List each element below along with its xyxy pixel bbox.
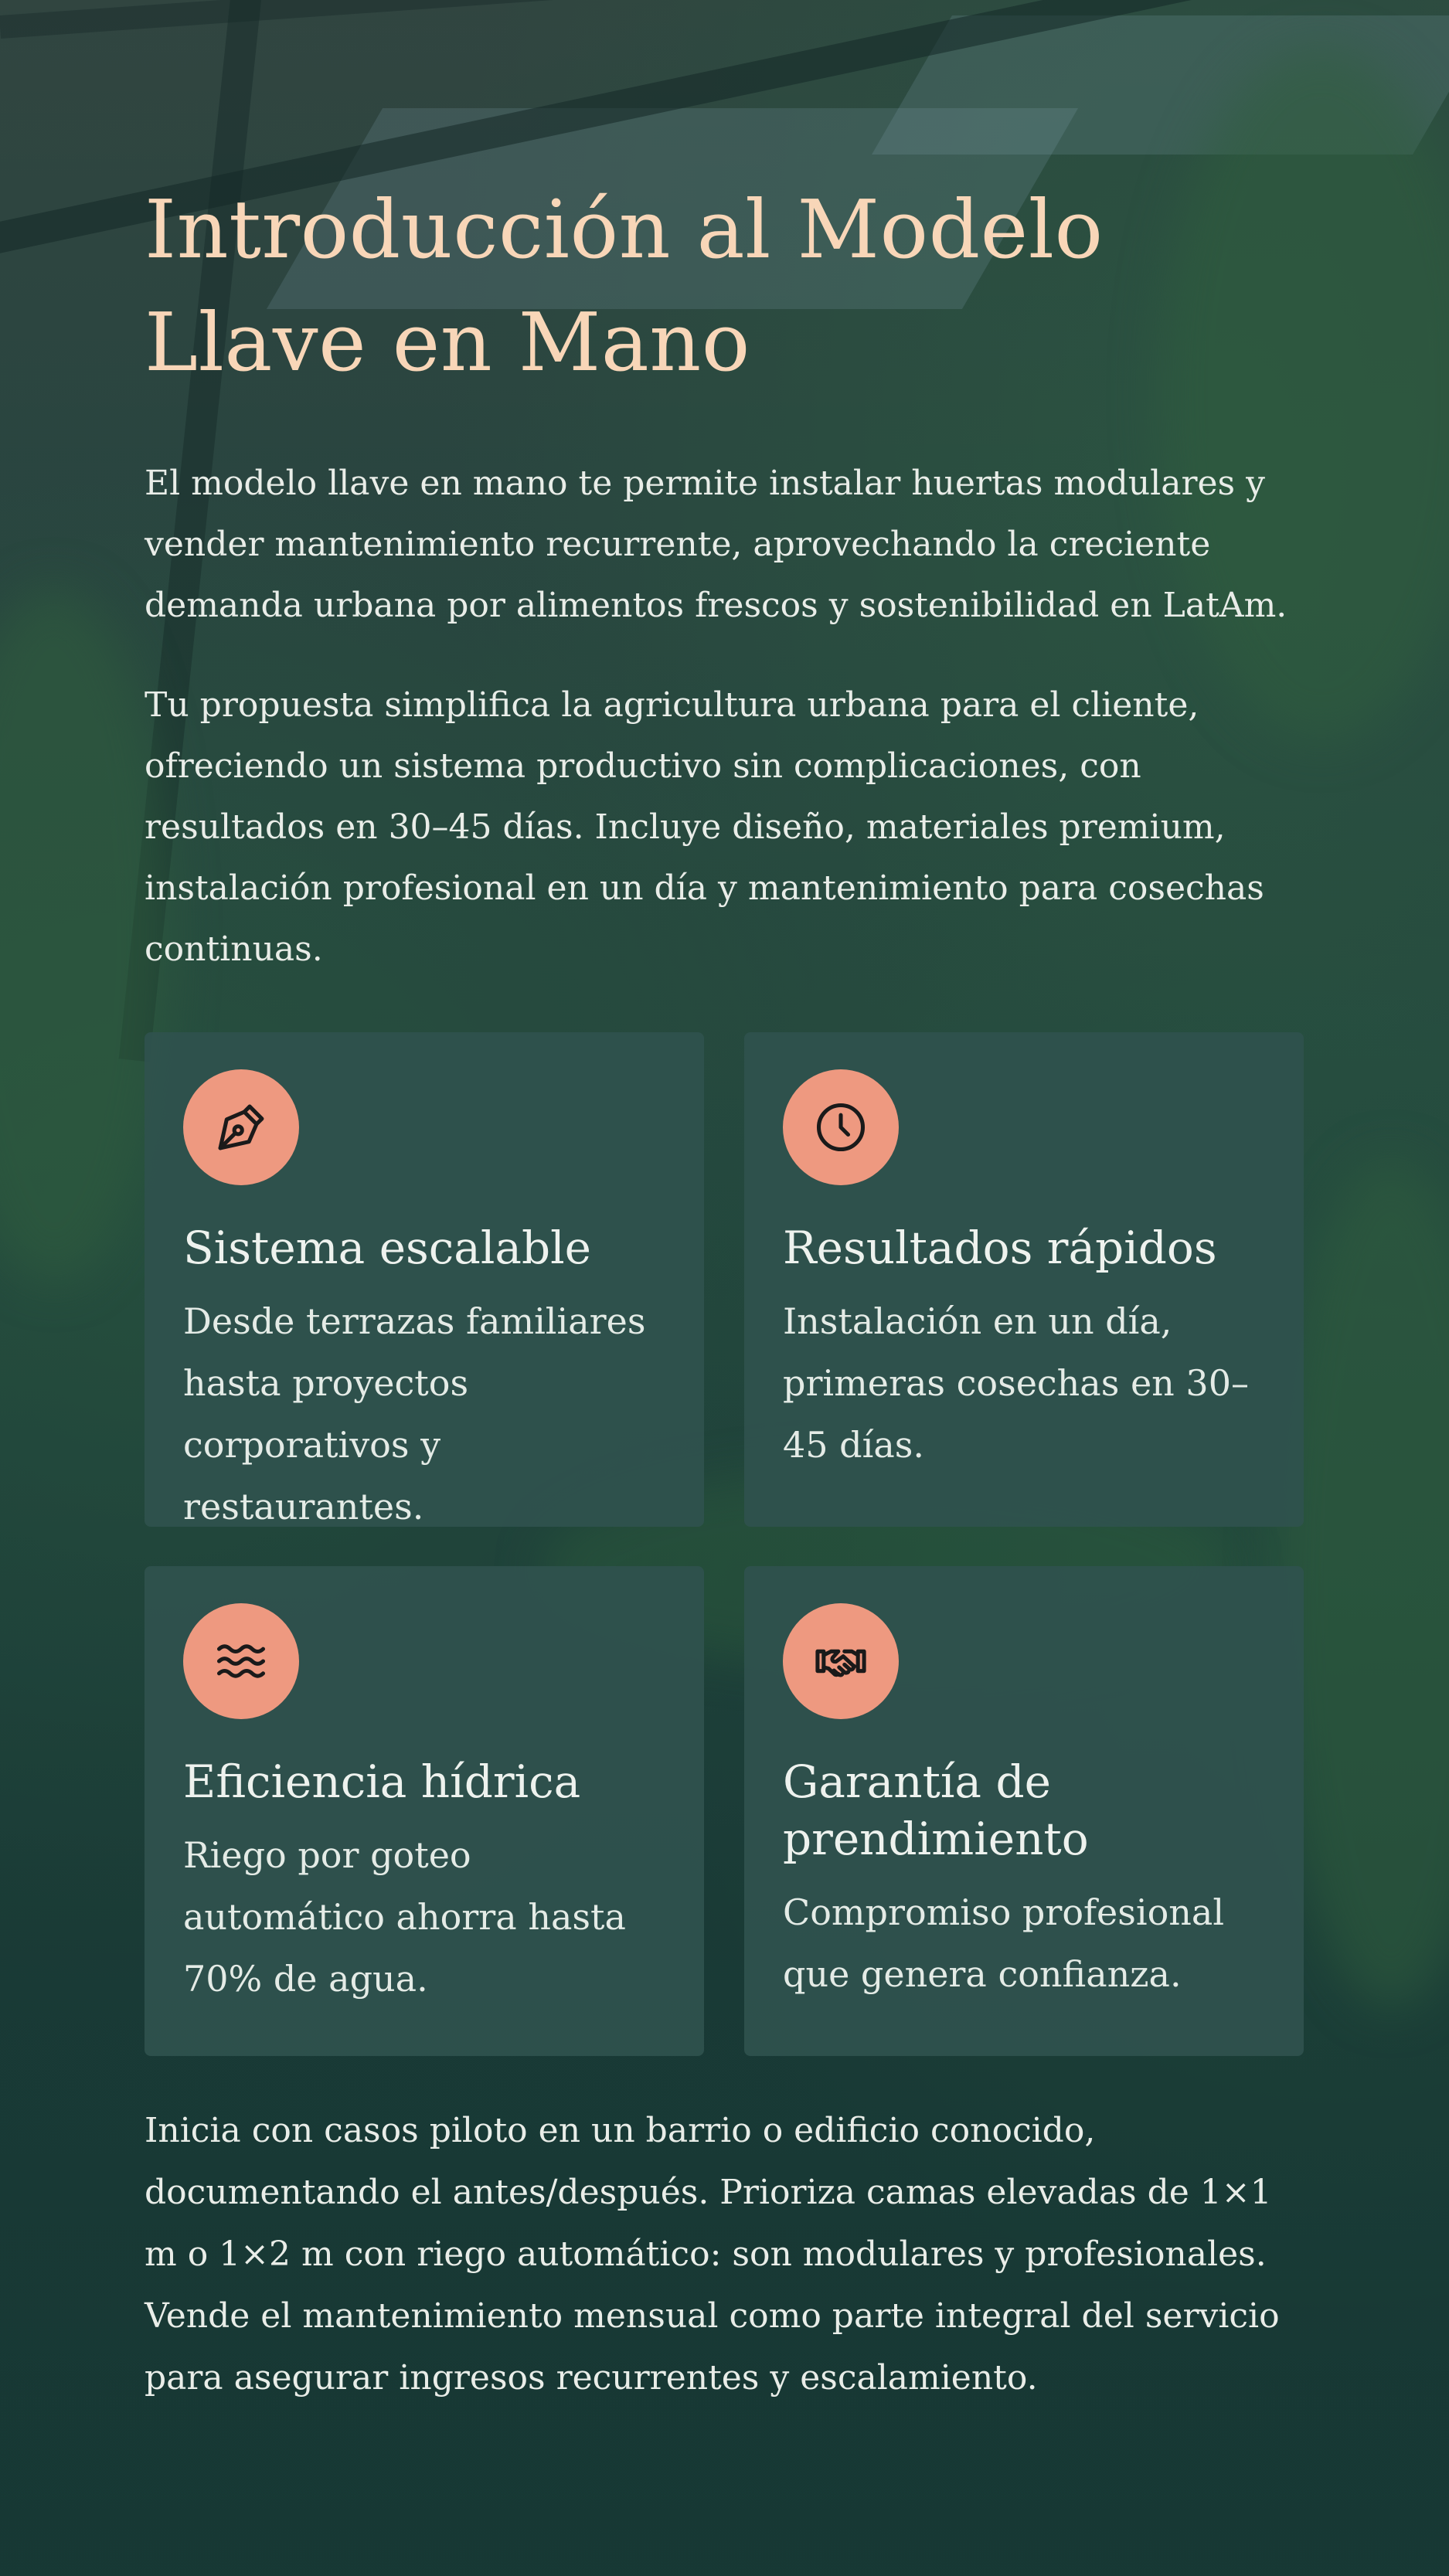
- pen-nib-icon: [212, 1098, 270, 1157]
- clock-icon: [811, 1098, 870, 1157]
- intro-paragraph-1: El modelo llave en mano te permite instalar huertas modulares y vender mantenimiento recurrente, aprovechando la creciente demanda urbana por alimentos frescos y sostenibilidad en LatAm.: [145, 464, 1287, 625]
- feature-description: Desde terrazas familiares hasta proyectos corporativos y restaurantes.: [183, 1300, 646, 1528]
- feature-title: Resultados rápidos: [783, 1222, 1217, 1274]
- feature-card-fast-results: [744, 1032, 1304, 1527]
- closing-paragraph: Inicia con casos piloto en un barrio o edificio conocido, documentando el antes/después. Prioriza camas elevadas de 1×1 m o 1×2 m con riego automático: son modulares y profesionales. Vende el mantenimiento mensual como parte integral del servicio para asegurar ingresos recurrentes y escalamiento.: [145, 2111, 1280, 2398]
- feature-icon-badge: [783, 1069, 899, 1185]
- feature-description: Riego por goteo automático ahorra hasta 70% de agua.: [183, 1834, 626, 2000]
- feature-icon-badge: [783, 1603, 899, 1719]
- handshake-icon: [811, 1632, 870, 1691]
- feature-card-scalable: [145, 1032, 704, 1527]
- feature-description: Instalación en un día, primeras cosechas en 30–45 días.: [783, 1300, 1249, 1466]
- feature-icon-badge: [183, 1603, 299, 1719]
- intro-paragraph-2: Tu propuesta simplifica la agricultura urbana para el cliente, ofreciendo un sistema productivo sin complicaciones, con resultados en 30–45 días. Incluye diseño, materiales premium, instalación profesional en un día y mantenimiento para cosechas continuas.: [145, 685, 1264, 969]
- feature-title: Garantía de prendimiento: [783, 1755, 1089, 1865]
- feature-description: Compromiso profesional que genera confianza.: [783, 1891, 1225, 1995]
- feature-title: Sistema escalable: [183, 1222, 591, 1274]
- feature-title: Eficiencia hídrica: [183, 1755, 581, 1808]
- water-waves-icon: [212, 1632, 270, 1691]
- feature-card-guarantee: [744, 1566, 1304, 2056]
- feature-icon-badge: [183, 1069, 299, 1185]
- intro-section: [145, 0, 1305, 980]
- feature-card-water-efficiency: [145, 1566, 704, 2056]
- page-title: Introducción al Modelo Llave en Mano: [145, 182, 1104, 389]
